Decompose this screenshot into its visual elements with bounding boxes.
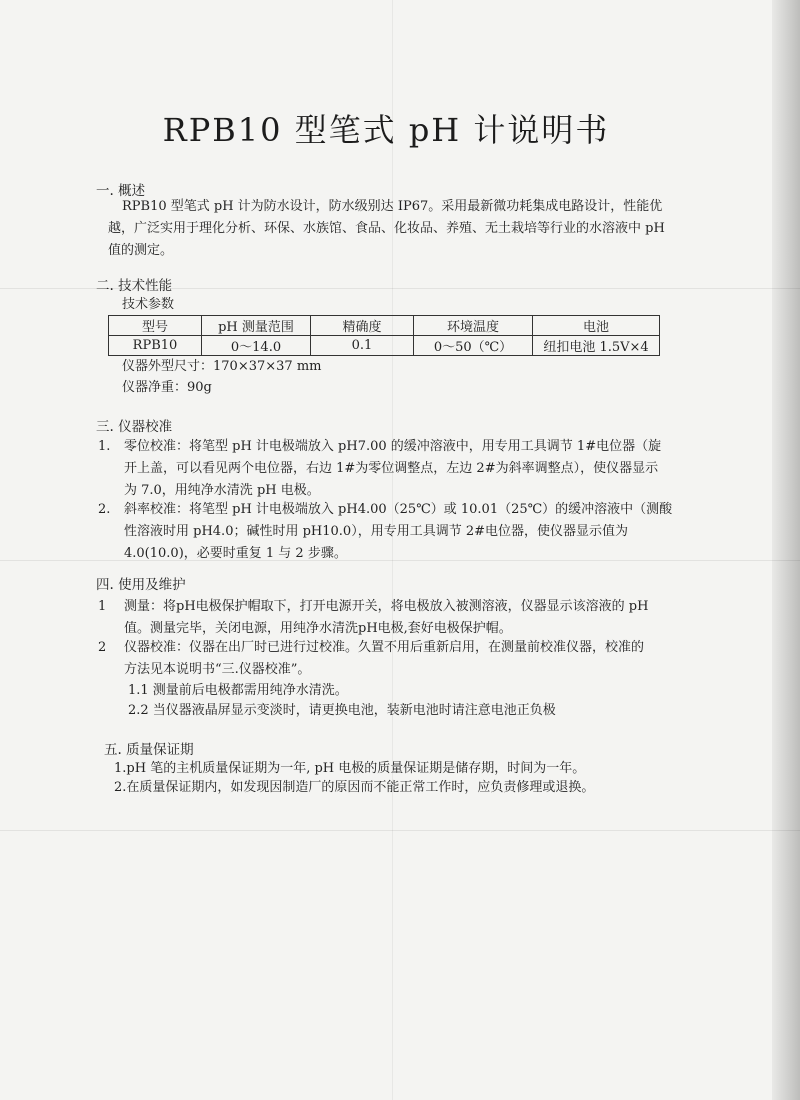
usage-item-1 [124,596,648,640]
usage-note: 1.1 测量前后电极都需用纯净水清洗。 [128,683,348,698]
spec-cell: 0～14.0 [202,336,311,356]
spec-header-cell: 环境温度 [414,316,533,336]
spec-cell: RPB10 [109,336,202,356]
spec-cell: 0.1 [311,336,414,356]
text-line: 开上盖，可以看见两个电位器，右边 1#为零位调整点，左边 2#为斜率调整点），使仪器显示 [124,461,659,476]
section-1-heading: 一. 概述 [96,183,146,199]
list-number: 1 [98,599,107,614]
calibration-item-1 [124,436,661,502]
spec-header-cell: 型号 [109,316,202,336]
warranty-line: 1.pH 笔的主机质量保证期为一年, pH 电极的质量保证期是储存期，时间为一年。 [114,761,586,776]
document-title: RPB10 型笔式 pH 计说明书 [162,111,610,149]
text-line: 斜率校准：将笔型 pH 计电极端放入 pH4.00（25℃）或 10.01（25℃）的缓冲溶液中（测酸 [124,502,673,517]
text-line: 为 7.0，用纯净水清洗 pH 电极。 [124,483,320,498]
spec-table-header-row [109,316,660,336]
scan-page-edge [772,0,800,1100]
spec-header-cell: pH 测量范围 [202,316,311,336]
instrument-weight: 仪器净重：90g [122,380,212,395]
spec-table [108,315,660,356]
text-line: RPB10 型笔式 pH 计为防水设计，防水级别达 IP67。采用最新微功耗集成电路设计，性能优 [122,199,663,214]
text-line: 值。测量完毕，关闭电源，用纯净水清洗pH电极,套好电极保护帽。 [124,621,512,636]
spec-cell: 纽扣电池 1.5V×4 [533,336,660,356]
spec-header-cell: 精确度 [311,316,414,336]
section-1-body [108,196,665,262]
text-line: 4.0(10.0)，必要时重复 1 与 2 步骤。 [124,546,347,561]
text-line: 性溶液时用 pH4.0；碱性时用 pH10.0），用专用工具调节 2#电位器，使仪器显示值为 [124,524,628,539]
section-4-heading: 四. 使用及维护 [96,577,186,593]
section-3-heading: 三. 仪器校准 [96,419,173,435]
text-line: 测量：将pH电极保护帽取下，打开电源开关，将电极放入被测溶液，仪器显示该溶液的 pH [124,599,649,614]
spec-header-cell: 电池 [533,316,660,336]
calibration-item-2 [124,499,672,565]
text-line: 值的测定。 [108,243,174,258]
text-line: 方法见本说明书“三.仪器校准”。 [124,662,311,677]
list-number: 1. [98,439,111,454]
text-line: 零位校准：将笔型 pH 计电极端放入 pH7.00 的缓冲溶液中，用专用工具调节 1#电位器（旋 [124,439,662,454]
spec-table-row [109,336,660,356]
paper-fold-line [0,830,800,831]
section-5-heading: 五. 质量保证期 [104,742,194,758]
usage-note: 2.2 当仪器液晶屏显示变淡时，请更换电池，装新电池时请注意电池正负极 [128,703,556,718]
spec-subheading: 技术参数 [122,297,175,312]
usage-item-2 [124,637,644,681]
section-2-heading: 二. 技术性能 [96,278,173,294]
spec-cell: 0～50（℃） [414,336,533,356]
warranty-line: 2.在质量保证期内，如发现因制造厂的原因而不能正常工作时，应负责修理或退换。 [114,780,595,795]
text-line: 越，广泛实用于理化分析、环保、水族馆、食品、化妆品、养殖、无土栽培等行业的水溶液中 pH [108,221,665,236]
list-number: 2 [98,640,107,655]
list-number: 2. [98,502,111,517]
instrument-dimensions: 仪器外型尺寸：170×37×37 mm [122,359,322,374]
text-line: 仪器校准：仪器在出厂时已进行过校准。久置不用后重新启用，在测量前校准仪器，校准的 [124,640,645,655]
